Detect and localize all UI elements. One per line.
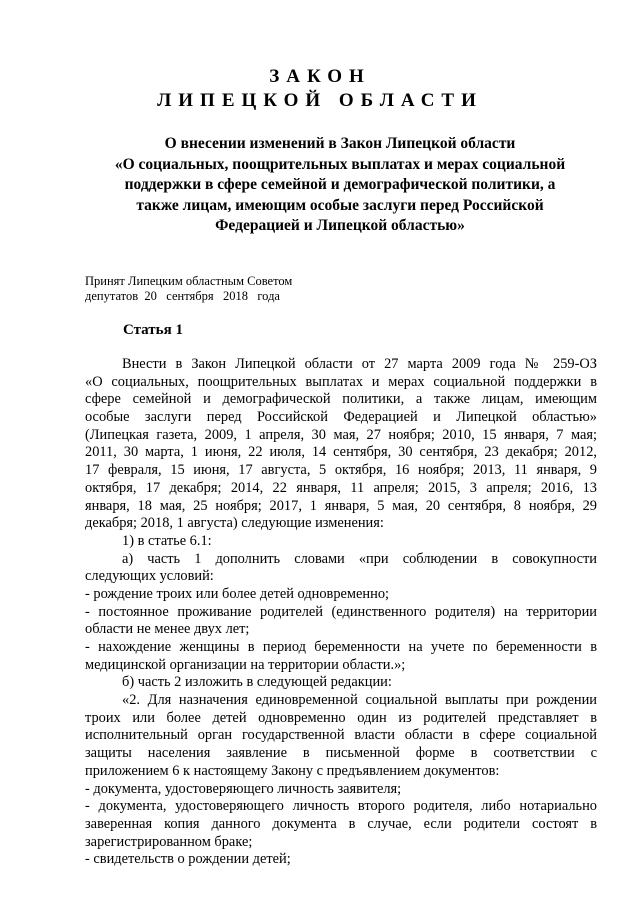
law-heading: ЗАКОН <box>269 66 371 87</box>
article-body <box>85 356 597 869</box>
body-line: 17 февраля, 15 июня, 17 августа, 5 октября, 16 ноября; 2013, 11 января, 9 <box>85 462 597 479</box>
body-line: приложением 6 к настоящему Закону с предъявлением документов: <box>85 762 500 779</box>
body-line: троих или более детей одновременно один из родителей представляет в <box>85 709 597 726</box>
law-title <box>80 134 600 237</box>
adoption-note <box>85 274 292 304</box>
body-line: зарегистрированном браке; <box>85 833 253 850</box>
body-line: исполнительный орган государственной власти области в сфере социальной <box>85 727 597 744</box>
article-title: Статья 1 <box>123 322 183 338</box>
body-line: января, 18 мая, 25 ноября; 2017, 1 января, 5 мая, 20 сентября, 8 ноября, 29 <box>85 497 597 514</box>
body-line: Внести в Закон Липецкой области от 27 марта 2009 года № 259-ОЗ <box>122 356 597 372</box>
adoption-date-line: депутатов 20 сентября 2018 года <box>85 289 280 303</box>
body-line: - рождение троих или более детей одновременно; <box>85 585 390 602</box>
body-line: 1) в статье 6.1: <box>122 532 212 549</box>
body-line: - постоянное проживание родителей (единственного родителя) на территории <box>85 603 597 620</box>
title-line: поддержки в сфере семейной и демографической политики, а <box>124 176 556 193</box>
body-line: - свидетельств о рождении детей; <box>85 851 291 868</box>
title-line: также лицам, имеющим особые заслуги перед Российской <box>136 196 544 214</box>
body-line: «О социальных, поощрительных выплатах и мерах социальной поддержки в <box>85 373 597 390</box>
body-line: а) часть 1 дополнить словами «при соблюдении в совокупности <box>122 550 597 567</box>
body-line: - нахождение женщины в период беременности на учете по беременности в <box>85 639 597 655</box>
body-line: заверенная копия данного документа в случае, если родители состоят в <box>85 815 597 832</box>
body-line: «2. Для назначения единовременной социальной выплаты при рождении <box>122 692 597 709</box>
body-line: сфере семейной и демографической политики, а также лицам, имеющим <box>85 391 597 408</box>
body-line: - документа, удостоверяющего личность второго родителя, либо нотариально <box>85 798 597 815</box>
body-line: декабря; 2018, 1 августа) следующие изменения: <box>85 515 384 532</box>
adoption-line: Принят Липецким областным Советом <box>85 274 293 288</box>
title-line: О внесении изменений в Закон Липецкой области <box>164 135 516 152</box>
body-line: октября, 17 декабря; 2014, 22 января, 11 апреля; 2015, 3 апреля; 2016, 13 <box>85 479 597 496</box>
body-line: - документа, удостоверяющего личность заявителя; <box>85 780 402 797</box>
body-line: следующих условий: <box>85 568 214 585</box>
body-line: б) часть 2 изложить в следующей редакции: <box>122 674 392 691</box>
region-heading: ЛИПЕЦКОЙ ОБЛАСТИ <box>157 90 483 111</box>
body-line: (Липецкая газета, 2009, 1 апреля, 30 мая, 27 ноября; 2010, 15 января, 7 мая; <box>85 426 597 443</box>
body-line: медицинской организации на территории области.»; <box>85 656 406 673</box>
body-line: защиты населения заявление в письменной форме в соответствии с <box>85 745 597 762</box>
title-line: Федерацией и Липецкой областью» <box>215 217 465 234</box>
body-line: области не менее двух лет; <box>85 621 250 638</box>
body-line: особые заслуги перед Российской Федерацией и Липецкой областью» <box>85 409 597 426</box>
body-line: 2011, 30 марта, 1 июня, 22 июля, 14 сентября, 30 сентября, 23 декабря; 2012, <box>85 444 597 461</box>
title-line: «О социальных, поощрительных выплатах и мерах социальной <box>114 155 566 173</box>
